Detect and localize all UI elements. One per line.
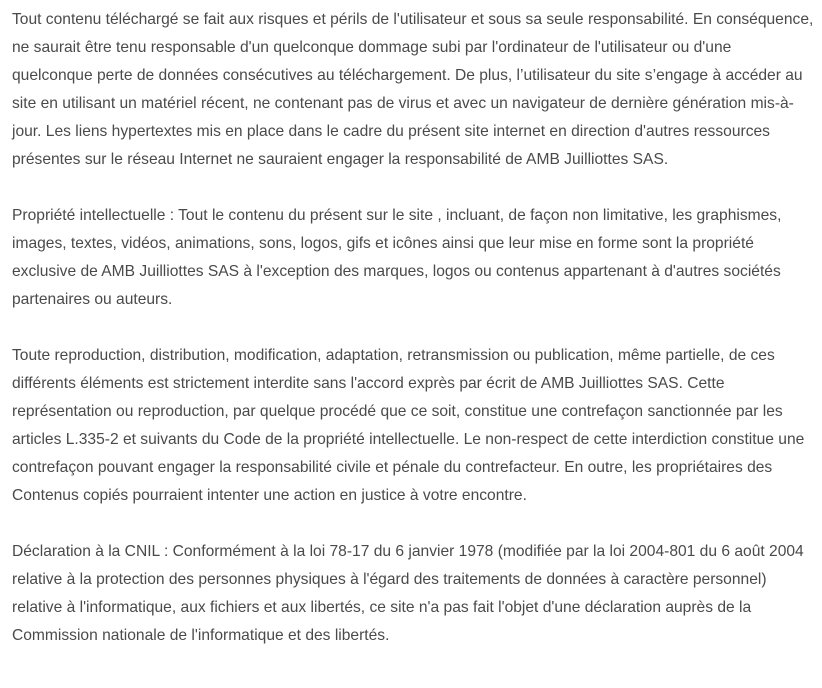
paragraph-cnil-declaration: Déclaration à la CNIL : Conformément à la loi 78-17 du 6 janvier 1978 (modifiée par la loi 2004-801 du 6 août 2004 relative à la protection des personnes physiques à l'égard des traitements de données à caractère personnel) relative à l'informatique, aux fichiers et aux libertés, ce site n'a pas fait l'objet d'une déclaration auprès de la Commission nationale de l'informatique et des libertés. — [12, 543, 804, 644]
paragraph-download-liability: Tout contenu téléchargé se fait aux risques et périls de l'utilisateur et sous sa seule responsabilité. En conséquence, ne saurait être tenu responsable d'un quelconque dommage subi par l'ordinateur de l'utilisateur ou d'une quelconque perte de données consécutives au téléchargement. De plus, l’utilisateur du site s’engage à accéder au site en utilisant un matériel récent, ne contenant pas de virus et avec un navigateur de dernière génération mis-à-jour. Les liens hypertextes mis en place dans le cadre du présent site internet en direction d'autres ressources présentes sur le réseau Internet ne sauraient engager la responsabilité de AMB Juilliottes SAS. — [12, 11, 814, 168]
paragraph-reproduction-prohibition: Toute reproduction, distribution, modification, adaptation, retransmission ou publication, même partielle, de ces différents éléments est strictement interdite sans l'accord exprès par écrit de AMB Juilliottes SAS. Cette représentation ou reproduction, par quelque procédé que ce soit, constitue une contrefaçon sanctionnée par les articles L.335-2 et suivants du Code de la propriété intellectuelle. Le non-respect de cette interdiction constitue une contrefaçon pouvant engager la responsabilité civile et pénale du contrefacteur. En outre, les propriétaires des Contenus copiés pourraient intenter une action en justice à votre encontre. — [12, 347, 805, 504]
paragraph-intellectual-property: Propriété intellectuelle : Tout le contenu du présent sur le site , incluant, de façon non limitative, les graphismes, images, textes, vidéos, animations, sons, logos, gifs et icônes ainsi que leur mise en forme sont la propriété exclusive de AMB Juilliottes SAS à l'exception des marques, logos ou contenus appartenant à d'autres sociétés partenaires ou auteurs. — [12, 207, 782, 308]
